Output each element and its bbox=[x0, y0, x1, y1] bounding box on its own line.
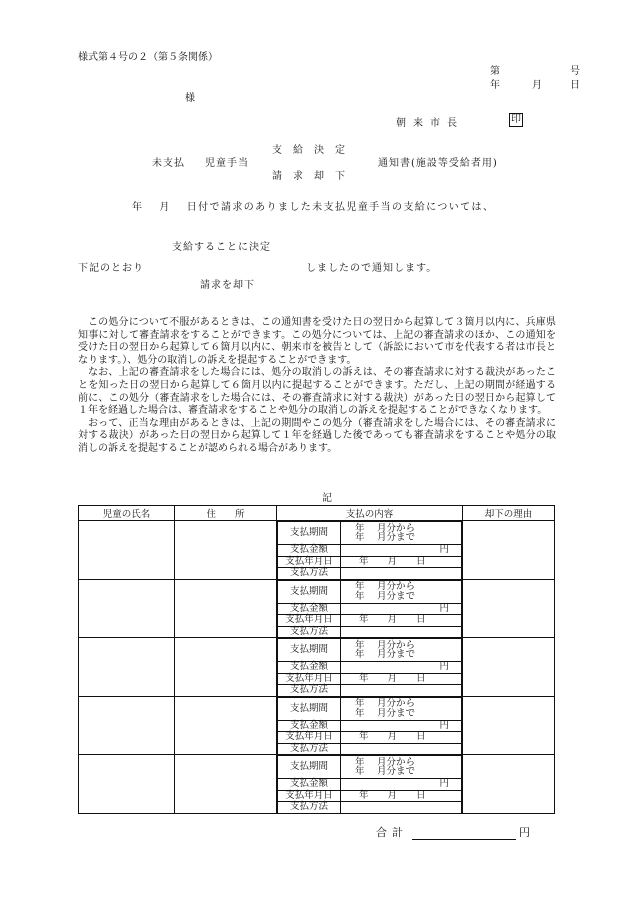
amount-label: 支払金額 bbox=[278, 779, 341, 791]
notice-paragraph: この処分について不服があるときは、この通知書を受けた日の翌日から起算して３箇月以内に、兵庫県知事に対して審査請求をすることができます。この処分については、上記の審査請求のほか、この通知を受けた日の翌日から起算して６箇月以内に、朝来市を被告として（訴訟において市を代表する者は市長となります。）、処分の取消しの訴えを提起することができます。 bbox=[78, 317, 556, 366]
address-cell[interactable] bbox=[175, 521, 277, 580]
date-value[interactable]: 年 月 日 bbox=[341, 790, 462, 802]
date-label: 支払年月日 bbox=[278, 615, 341, 627]
doc-number-dai: 第 bbox=[490, 66, 500, 77]
date-label: 支払年月日 bbox=[278, 732, 341, 744]
period-to: 年 月分まで bbox=[355, 590, 416, 602]
decision-option-reject: 請求を却下 bbox=[200, 280, 255, 291]
payment-content-cell bbox=[277, 521, 463, 580]
notice-paragraph: なお、上記の審査請求をした場合には、処分の取消しの訴えは、その審査請求に対する裁決があったことを知った日の翌日から起算して６箇月以内に提起することができます。ただし、上記の期間が経過する前に、この処分（審査請求をした場合には、その審査請求に対する裁決）があった日の翌日から起算して１年を経過した場合は、審査請求をすることや処分の取消しの訴えを提起することができなくなります。 bbox=[78, 367, 556, 417]
payment-detail bbox=[277, 697, 462, 755]
period-label: 支払期間 bbox=[278, 639, 341, 662]
method-value[interactable] bbox=[341, 685, 462, 696]
date-year: 年 bbox=[490, 80, 500, 91]
rejection-reason-cell[interactable] bbox=[463, 638, 555, 697]
addressee: 様 bbox=[185, 93, 195, 104]
period-label: 支払期間 bbox=[278, 756, 341, 779]
period-to: 年 月分まで bbox=[355, 707, 416, 719]
table-body bbox=[79, 521, 555, 814]
period-value[interactable] bbox=[341, 522, 462, 545]
decision-option-pay: 支給することに決定 bbox=[172, 242, 271, 253]
child-name-cell[interactable] bbox=[79, 755, 175, 814]
decision-lead: 下記のとおり bbox=[78, 263, 144, 274]
method-label: 支払方法 bbox=[278, 802, 341, 813]
date-month: 月 bbox=[532, 80, 542, 91]
table-row bbox=[79, 579, 555, 638]
doc-number-go: 号 bbox=[570, 66, 580, 77]
method-value[interactable] bbox=[341, 626, 462, 637]
notice-paragraph: おって、正当な理由があるときは、上記の期間やこの処分（審査請求をした場合には、その審査請求に対する裁決）があった日の翌日から起算して１年を経過した後であっても審査請求をすることや処分の取消しの訴えを提起することが認められる場合があります。 bbox=[78, 417, 556, 454]
child-name-cell[interactable] bbox=[79, 521, 175, 580]
address-cell[interactable] bbox=[175, 579, 277, 638]
header-child-name: 児童の氏名 bbox=[79, 506, 175, 521]
child-name-cell[interactable] bbox=[79, 579, 175, 638]
total-amount-line bbox=[412, 827, 516, 840]
period-from: 年 月分から bbox=[355, 639, 416, 651]
payment-content-cell bbox=[277, 638, 463, 697]
amount-unit: 円 bbox=[439, 544, 449, 556]
period-label: 支払期間 bbox=[278, 580, 341, 603]
method-label: 支払方法 bbox=[278, 626, 341, 637]
method-label: 支払方法 bbox=[278, 568, 341, 579]
issuer-name: 朝来市長 bbox=[396, 118, 464, 129]
amount-value[interactable] bbox=[341, 779, 462, 791]
amount-unit: 円 bbox=[439, 778, 449, 790]
period-to: 年 月分まで bbox=[355, 649, 416, 660]
total bbox=[376, 824, 530, 840]
amount-value[interactable] bbox=[341, 545, 462, 557]
issuer-seal bbox=[509, 113, 523, 127]
payment-table bbox=[78, 505, 555, 814]
address-cell[interactable] bbox=[175, 755, 277, 814]
table-header-row bbox=[79, 506, 555, 521]
rejection-reason-cell[interactable] bbox=[463, 755, 555, 814]
amount-value[interactable] bbox=[341, 662, 462, 674]
date-label: 支払年月日 bbox=[278, 673, 341, 685]
amount-label: 支払金額 bbox=[278, 662, 341, 674]
method-value[interactable] bbox=[341, 802, 462, 813]
period-from: 年 月分から bbox=[355, 522, 416, 534]
intro-line: 年 月 日付で請求のありました未支払児童手当の支給については、 bbox=[132, 202, 495, 213]
payment-content-cell bbox=[277, 579, 463, 638]
table-row bbox=[79, 521, 555, 580]
date-label: 支払年月日 bbox=[278, 556, 341, 568]
amount-value[interactable] bbox=[341, 720, 462, 732]
header-payment-content: 支払の内容 bbox=[277, 506, 463, 521]
amount-unit: 円 bbox=[439, 719, 449, 731]
method-label: 支払方法 bbox=[278, 685, 341, 696]
address-cell[interactable] bbox=[175, 638, 277, 697]
title-prefix: 未支払 bbox=[152, 158, 185, 169]
method-label: 支払方法 bbox=[278, 743, 341, 754]
appeal-notice bbox=[78, 317, 556, 456]
rejection-reason-cell[interactable] bbox=[463, 579, 555, 638]
seal-mark: 印 bbox=[511, 114, 521, 125]
period-value[interactable] bbox=[341, 756, 462, 779]
method-value[interactable] bbox=[341, 568, 462, 579]
header-rejection-reason: 却下の理由 bbox=[463, 506, 555, 521]
amount-label: 支払金額 bbox=[278, 545, 341, 557]
rejection-reason-cell[interactable] bbox=[463, 521, 555, 580]
total-unit: 円 bbox=[519, 826, 530, 839]
date-label: 支払年月日 bbox=[278, 790, 341, 802]
period-from: 年 月分から bbox=[355, 756, 416, 768]
amount-unit: 円 bbox=[439, 602, 449, 614]
payment-content-cell bbox=[277, 696, 463, 755]
method-value[interactable] bbox=[341, 743, 462, 754]
date-value[interactable]: 年 月 日 bbox=[341, 615, 462, 627]
period-label: 支払期間 bbox=[278, 522, 341, 545]
period-value[interactable] bbox=[341, 697, 462, 720]
date-day: 日 bbox=[570, 80, 580, 91]
payment-content-cell bbox=[277, 755, 463, 814]
table-row bbox=[79, 755, 555, 814]
decision-tail: しましたので通知します。 bbox=[306, 263, 438, 274]
header-address: 住 所 bbox=[175, 506, 277, 521]
amount-label: 支払金額 bbox=[278, 720, 341, 732]
amount-label: 支払金額 bbox=[278, 603, 341, 615]
period-value[interactable] bbox=[341, 580, 462, 603]
period-label: 支払期間 bbox=[278, 697, 341, 720]
date-value[interactable]: 年 月 日 bbox=[341, 556, 462, 568]
period-from: 年 月分から bbox=[355, 581, 416, 592]
period-from: 年 月分から bbox=[355, 698, 416, 709]
title-option-bottom: 請求却下 bbox=[272, 171, 356, 182]
amount-value[interactable] bbox=[341, 603, 462, 615]
title-option-top: 支給決定 bbox=[272, 145, 356, 156]
ki-heading: 記 bbox=[322, 493, 332, 504]
table-row bbox=[79, 696, 555, 755]
amount-unit: 円 bbox=[439, 661, 449, 673]
address-cell[interactable] bbox=[175, 696, 277, 755]
table-row bbox=[79, 638, 555, 697]
title-suffix: 通知書(施設等受給者用) bbox=[378, 158, 498, 169]
period-value[interactable] bbox=[341, 639, 462, 662]
title-subject: 児童手当 bbox=[205, 158, 249, 169]
payment-detail bbox=[277, 755, 462, 813]
payment-detail bbox=[277, 521, 462, 579]
period-to: 年 月分まで bbox=[355, 532, 416, 543]
child-name-cell[interactable] bbox=[79, 638, 175, 697]
period-to: 年 月分まで bbox=[355, 766, 416, 777]
payment-detail bbox=[277, 580, 462, 638]
form-id: 様式第４号の２（第５条関係） bbox=[78, 52, 218, 63]
child-name-cell[interactable] bbox=[79, 696, 175, 755]
rejection-reason-cell[interactable] bbox=[463, 696, 555, 755]
total-label: 合計 bbox=[376, 826, 408, 839]
payment-detail bbox=[277, 638, 462, 696]
date-value[interactable]: 年 月 日 bbox=[341, 732, 462, 744]
date-value[interactable]: 年 月 日 bbox=[341, 673, 462, 685]
